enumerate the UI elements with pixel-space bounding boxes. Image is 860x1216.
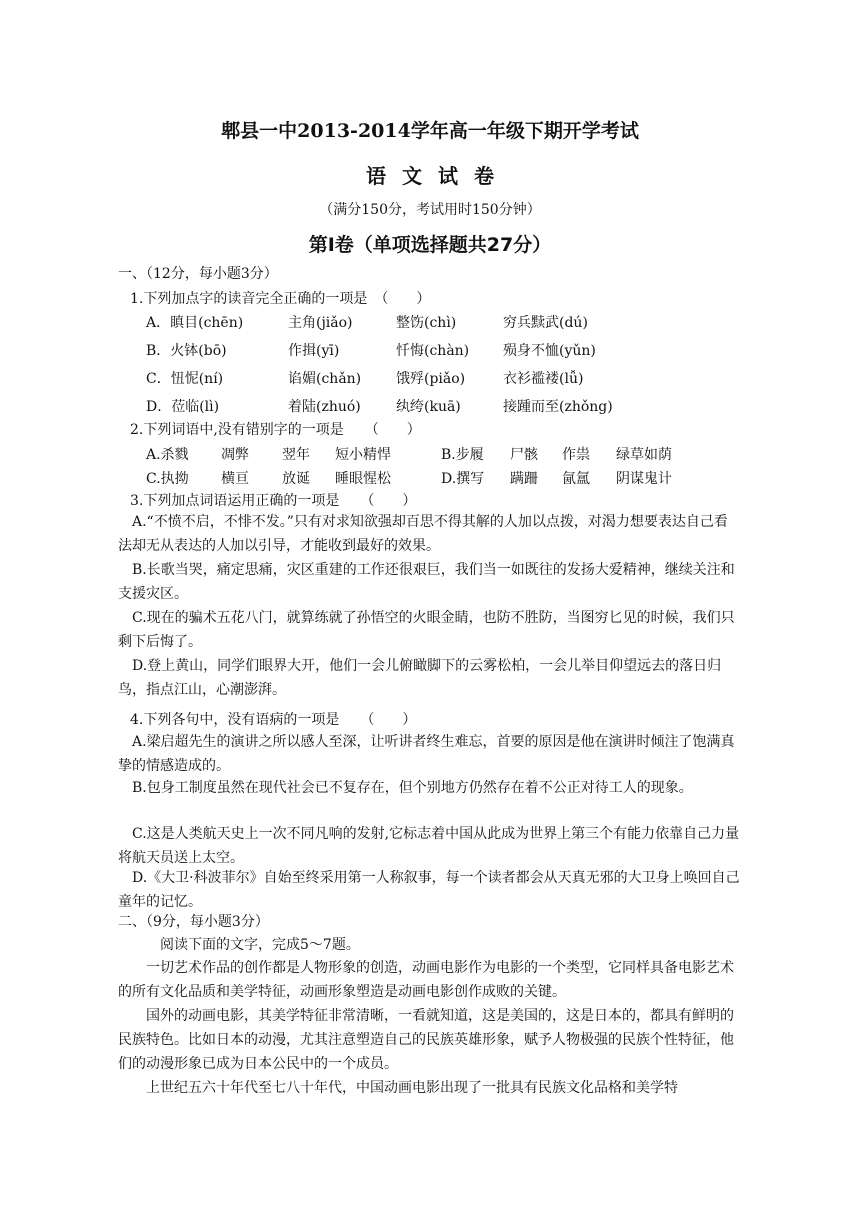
q2-r1-3: 翌年 (282, 447, 310, 463)
q1-a3: 整饬(chì) (396, 315, 457, 331)
q3-option-a: A.“不愤不启，不悱不发。”只有对求知欲强却百思不得其解的人加以点拨，对渴力想要表达自己看法却无从表达的人加以引导，才能收到最好的效果。 (118, 514, 728, 554)
q2-r1-8: 绿草如荫 (616, 447, 672, 463)
q1-b1: B．火钵(bō) (146, 343, 227, 359)
q4-option-d: D.《大卫·科波菲尔》自始至终采用第一人称叙事，每一个读者都会从天真无邪的大卫身上唤回自己童年的记忆。 (118, 870, 740, 910)
q1-c3: 饿殍(piǎo) (396, 371, 466, 387)
q1-a1: A．瞋目(chēn) (146, 315, 244, 331)
q1-a2: 主角(jiǎo) (288, 315, 353, 331)
section1-heading: 一、（12分，每小题3分） (118, 266, 278, 282)
q2-r2-1: C.执拗 (146, 471, 189, 487)
q1-d2: 着陆(zhuó) (288, 399, 361, 415)
q4-option-a: A.梁启超先生的演讲之所以感人至深，让听讲者终生难忘，首要的原因是他在演讲时倾注了饱满真挚的情感造成的。 (118, 734, 735, 774)
q3-option-c: C.现在的骗术五花八门，就算练就了孙悟空的火眼金睛，也防不胜防，当图穷匕见的时候，我们只剩下后悔了。 (118, 610, 735, 650)
q2-r1-7: 作祟 (562, 447, 590, 463)
q4-option-b: B.包身工制度虽然在现代社会已不复存在，但个别地方仍然存在着不公正对待工人的现象。 (132, 780, 693, 796)
q1-d3: 纨绔(kuā) (396, 399, 461, 415)
q2-r2-2: 横亘 (221, 471, 249, 487)
q1-b3: 忏悔(chàn) (396, 343, 470, 359)
exam-title: 郫县一中2013-2014学年高一年级下期开学考试 (221, 120, 639, 142)
q1-d1: D．莅临(lì) (146, 399, 220, 415)
reading-para-3: 上世纪五六十年代至七八十年代，中国动画电影出现了一批具有民族文化品格和美学特 (146, 1080, 678, 1096)
reading-para-1: 一切艺术作品的创作都是人物形象的创造，动画电影作为电影的一个类型，它同样具备电影艺术的所有文化品质和美学特征，动画形象塑造是动画电影创作成败的关键。 (118, 960, 734, 1000)
q2-r1-4: 短小精悍 (335, 447, 391, 463)
reading-para-2: 国外的动画电影，其美学特征非常清晰，一看就知道，这是美国的，这是日本的，都具有鲜明的民族特色。比如日本的动漫，尤其注意塑造自己的民族英雄形象，赋予人物极强的民族个性特征，他们的动漫形象已成为日本公民中的一个成员。 (118, 1008, 734, 1072)
q1-d4: 接踵而至(zhǒng) (503, 399, 613, 415)
q1-c1: C．忸怩(ní) (146, 371, 224, 387)
q3-option-d: D.登上黄山，同学们眼界大开，他们一会儿俯瞰脚下的云雾松柏，一会儿举目仰望远去的落日归鸟，指点江山，心潮澎湃。 (118, 658, 722, 698)
q1-stem: 1.下列加点字的读音完全正确的一项是 （ ） (130, 291, 431, 307)
q1-c4: 衣衫褴褛(lǚ) (503, 371, 584, 387)
q2-r1-2: 凋弊 (221, 447, 249, 463)
q2-r2-5: D.撰写 (441, 471, 485, 487)
q3-stem: 3.下列加点词语运用正确的一项是 （ ） (130, 493, 417, 509)
subject-title: 语文试卷 (366, 164, 510, 188)
q1-b4: 殒身不恤(yǔn) (503, 343, 596, 359)
section2-heading: 二、（9分，每小题3分） (118, 914, 269, 930)
q2-r2-3: 放诞 (282, 471, 310, 487)
part-heading: 第Ⅰ卷（单项选择题共27分） (308, 234, 552, 256)
q2-r2-6: 蹒跚 (510, 471, 538, 487)
q2-r1-5: B.步履 (441, 447, 484, 463)
q3-option-b: B.长歌当哭，痛定思痛，灾区重建的工作还很艰巨，我们当一如既往的发扬大爱精神，继续关注和支援灾区。 (118, 562, 735, 602)
q4-option-c: C.这是人类航天史上一次不同凡响的发射,它标志着中国从此成为世界上第三个有能力依靠自己力量将航天员送上太空。 (118, 826, 740, 866)
q2-r2-4: 睡眼惺松 (335, 471, 391, 487)
q4-stem: 4.下列各句中，没有语病的一项是 （ ） (130, 712, 417, 728)
reading-intro: 阅读下面的文字，完成5～7题。 (160, 937, 360, 953)
q2-r1-6: 尸骸 (510, 447, 538, 463)
q2-stem: 2.下列词语中,没有错别字的一项是 （ ） (130, 422, 421, 438)
q1-a4: 穷兵黩武(dú) (503, 315, 588, 331)
exam-note: （满分150分，考试用时150分钟） (319, 202, 541, 218)
q2-r2-7: 氤氲 (562, 471, 590, 487)
q1-b2: 作揖(yī) (288, 343, 340, 359)
q2-r1-1: A.杀戮 (146, 447, 189, 463)
q1-c2: 谄媚(chǎn) (288, 371, 362, 387)
q2-r2-8: 阴谋鬼计 (616, 471, 672, 487)
